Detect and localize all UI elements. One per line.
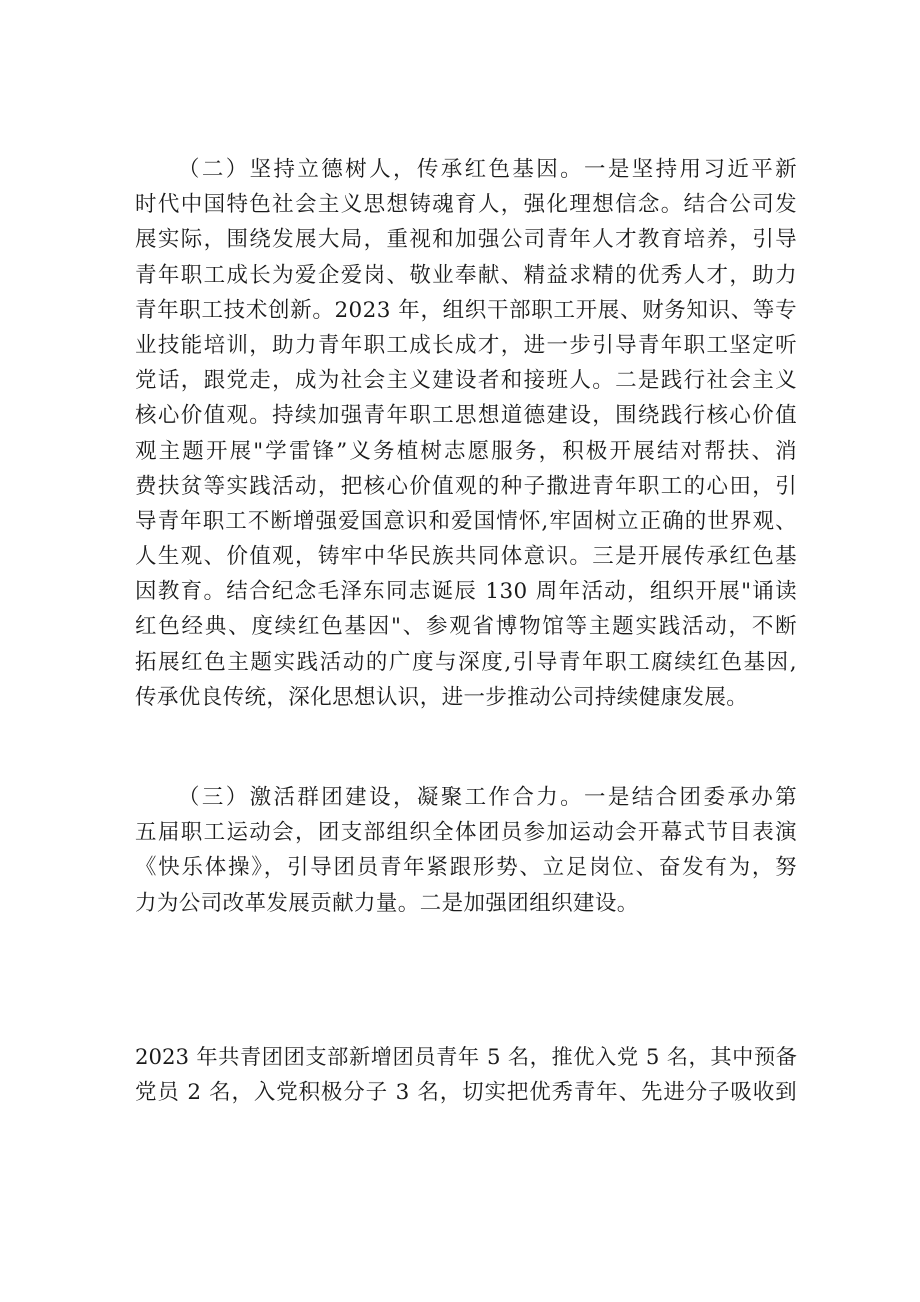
paragraph-line: 青年职工技术创新。2023 年，组织干部职工开展、财务知识、等专 [135,297,797,323]
paragraph-line: 费扶贫等实践活动，把核心价值观的种子撒进青年职工的心田，引 [135,473,797,499]
paragraph-line: 业技能培训，助力青年职工成长成才，进一步引导青年职工坚定听 [135,332,797,358]
paragraph-line: 核心价值观。持续加强青年职工思想道德建设，围绕践行核心价值 [135,403,797,429]
paragraph-two-inherit-red-gene [135,152,797,715]
paragraph-line: 因教育。结合纪念毛泽东同志诞辰 130 周年活动，组织开展"诵读 [135,579,797,605]
paragraph-line: 红色经典、度续红色基因"、参观省博物馆等主题实践活动，不断 [135,614,797,640]
paragraph-line: 拓展红色主题实践活动的广度与深度,引导青年职工腐续红色基因, [135,649,797,675]
paragraph-line: 传承优良传统，深化思想认识，进一步推动公司持续健康发展。 [135,684,749,710]
paragraph-line: 五届职工运动会，团支部组织全体团员参加运动会开幕式节目表演 [135,820,797,846]
paragraph-line: 2023 年共青团团支部新增团员青年 5 名，推优入党 5 名，其中预备 [135,1045,797,1070]
paragraph-line: 展实际，围绕发展大局，重视和加强公司青年人才教育培养，引导 [135,227,797,253]
paragraph-line: 《快乐体操》，引导团员青年紧跟形势、立足岗位、奋发有为，努 [135,855,797,881]
paragraph-line: （二）坚持立德树人，传承红色基因。一是坚持用习近平新 [178,157,797,182]
paragraph-line: 力为公司改革发展贡献力量。二是加强团组织建设。 [135,890,639,916]
paragraph-member-statistics [135,1040,797,1110]
paragraph-line: 党员 2 名，入党积极分子 3 名，切实把优秀青年、先进分子吸收到 [135,1080,797,1106]
paragraph-line: （三）激活群团建设，凝聚工作合力。一是结合团委承办第 [178,785,797,810]
paragraph-line: 导青年职工不断增强爱国意识和爱国情怀,牢固树立正确的世界观、 [135,508,797,534]
paragraph-line: 党话，跟党走，成为社会主义建设者和接班人。二是践行社会主义 [135,368,797,394]
paragraph-line: 时代中国特色社会主义思想铸魂育人，强化理想信念。结合公司发 [135,192,797,218]
paragraph-line: 人生观、价值观，铸牢中华民族共同体意识。三是开展传承红色基 [135,544,797,570]
paragraph-three-group-building [135,780,797,921]
paragraph-line: 观主题开展"学雷锋”义务植树志愿服务，积极开展结对帮扶、消 [135,438,797,464]
paragraph-line: 青年职工成长为爱企爱岗、敬业奉献、精益求精的优秀人才，助力 [135,262,797,288]
